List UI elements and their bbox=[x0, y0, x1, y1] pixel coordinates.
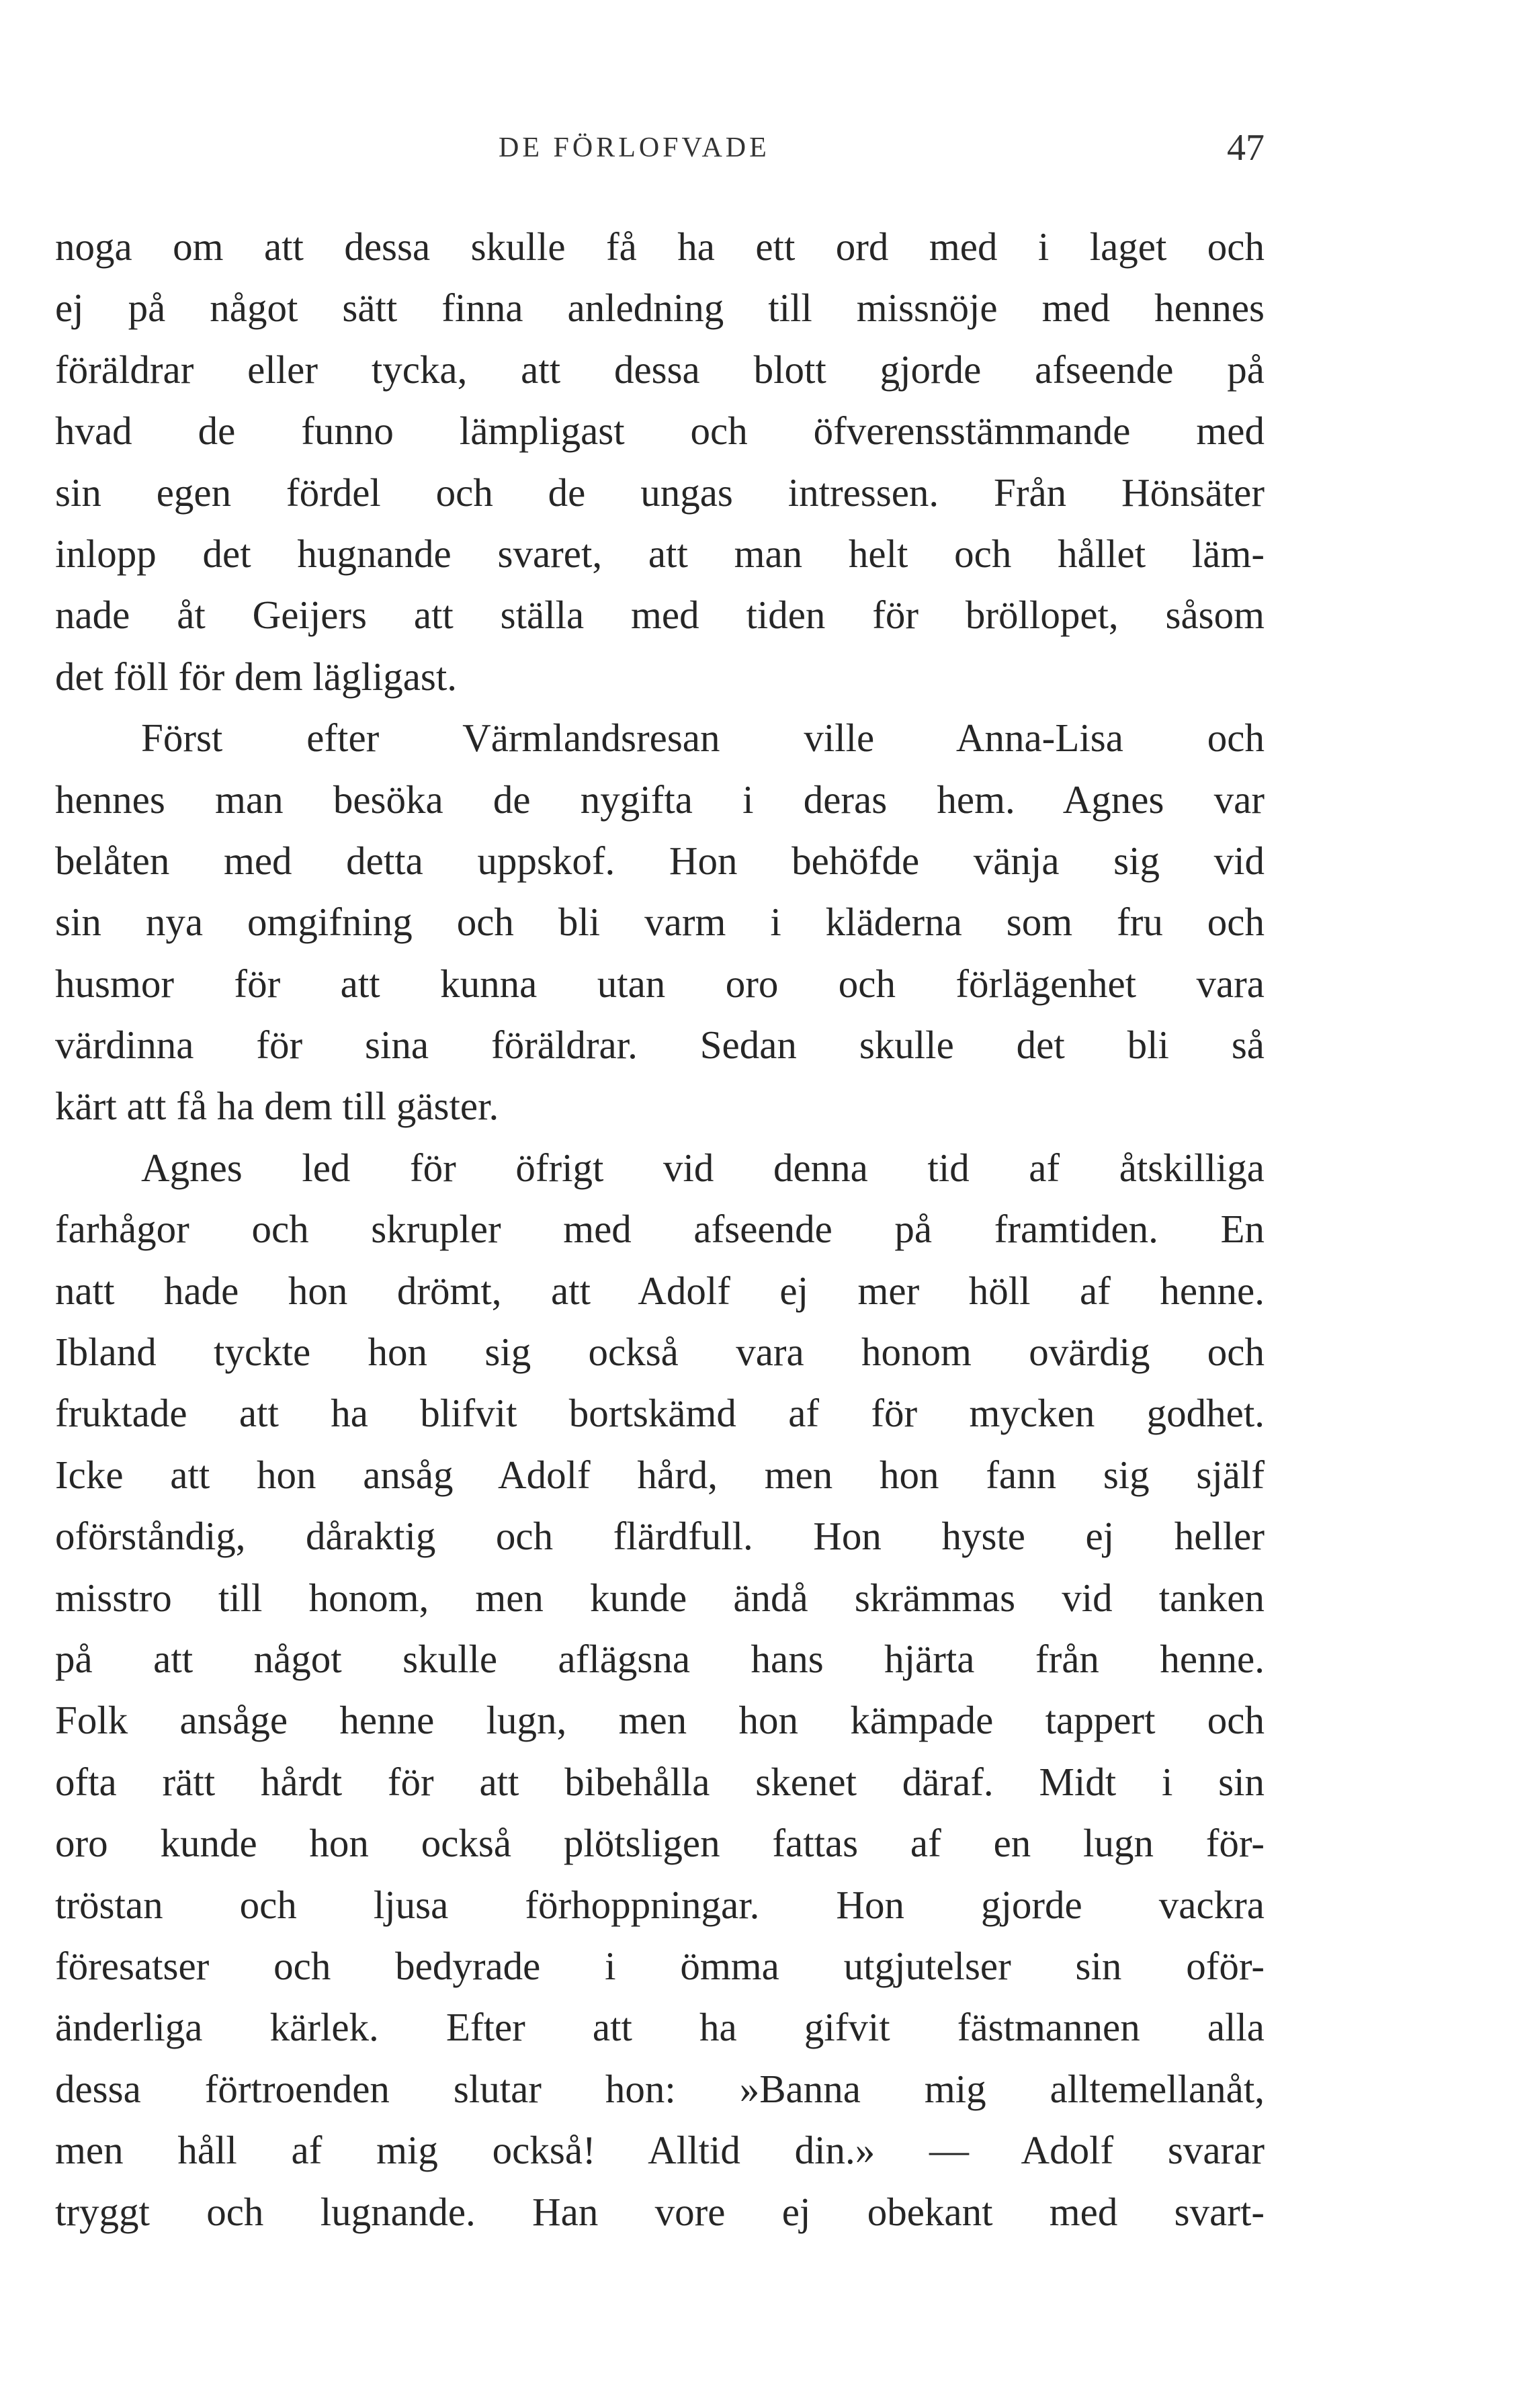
text-line: husmor för att kunna utan oro och förlägenhet vara bbox=[55, 961, 1265, 1006]
text-line: värdinna för sina föräldrar. Sedan skulle det bli så bbox=[55, 1023, 1265, 1068]
text-line: belåten med detta uppskof. Hon behöfde vänja sig vid bbox=[55, 838, 1265, 883]
text-line: tryggt och lugnande. Han vore ej obekant med svart- bbox=[55, 2189, 1265, 2234]
text-line: dessa förtroenden slutar hon: »Banna mig alltemellanåt, bbox=[55, 2066, 1265, 2111]
text-line: men håll af mig också! Alltid din.» — Adolf svarar bbox=[55, 2128, 1265, 2173]
text-line: noga om att dessa skulle få ha ett ord med i laget och bbox=[55, 224, 1265, 269]
text-line: föräldrar eller tycka, att dessa blott gjorde afseende på bbox=[55, 347, 1265, 392]
text-line: änderliga kärlek. Efter att ha gifvit fästmannen alla bbox=[55, 2005, 1265, 2050]
text-line: Först efter Värmlandsresan ville Anna-Lisa och bbox=[141, 716, 1265, 761]
body-text bbox=[55, 216, 1265, 2243]
text-line: Icke att hon ansåg Adolf hård, men hon fann sig själf bbox=[55, 1452, 1265, 1497]
text-line: nade åt Geijers att ställa med tiden för bröllopet, såsom bbox=[55, 593, 1265, 638]
text-line: Folk ansåge henne lugn, men hon kämpade tappert och bbox=[55, 1698, 1265, 1743]
running-head bbox=[55, 126, 1265, 173]
text-line: farhågor och skrupler med afseende på framtiden. En bbox=[55, 1207, 1265, 1252]
text-line: sin nya omgifning och bli varm i kläderna som fru och bbox=[55, 900, 1265, 945]
text-line: Ibland tyckte hon sig också vara honom ovärdig och bbox=[55, 1330, 1265, 1375]
text-line: ofta rätt hårdt för att bibehålla skenet däraf. Midt i sin bbox=[55, 1759, 1265, 1804]
text-line: kärt att få ha dem till gäster. bbox=[55, 1084, 499, 1129]
text-line: det föll för dem lägligast. bbox=[55, 654, 458, 699]
running-title: DE FÖRLOFVADE bbox=[499, 132, 770, 163]
text-line: tröstan och ljusa förhoppningar. Hon gjorde vackra bbox=[55, 1882, 1265, 1927]
text-line: inlopp det hugnande svaret, att man helt och hållet läm- bbox=[55, 531, 1265, 576]
text-line: hennes man besöka de nygifta i deras hem. Agnes var bbox=[55, 777, 1265, 822]
text-line: sin egen fördel och de ungas intressen. Från Hönsäter bbox=[55, 470, 1265, 515]
page-number: 47 bbox=[1227, 127, 1265, 169]
text-line: oförståndig, dåraktig och flärdfull. Hon hyste ej heller bbox=[55, 1514, 1265, 1559]
text-line: ej på något sätt finna anledning till missnöje med hennes bbox=[55, 286, 1265, 331]
text-line: Agnes led för öfrigt vid denna tid af åtskilliga bbox=[141, 1145, 1265, 1190]
text-line: fruktade att ha blifvit bortskämd af för mycken godhet. bbox=[55, 1391, 1265, 1436]
text-line: oro kunde hon också plötsligen fattas af en lugn för- bbox=[55, 1821, 1265, 1866]
text-line: föresatser och bedyrade i ömma utgjutelser sin oför- bbox=[55, 1943, 1265, 1988]
text-line: natt hade hon drömt, att Adolf ej mer höll af henne. bbox=[55, 1268, 1265, 1313]
text-line: hvad de funno lämpligast och öfverensstämmande med bbox=[55, 408, 1265, 454]
text-line: på att något skulle aflägsna hans hjärta från henne. bbox=[55, 1636, 1265, 1681]
text-line: misstro till honom, men kunde ändå skrämmas vid tanken bbox=[55, 1575, 1265, 1620]
